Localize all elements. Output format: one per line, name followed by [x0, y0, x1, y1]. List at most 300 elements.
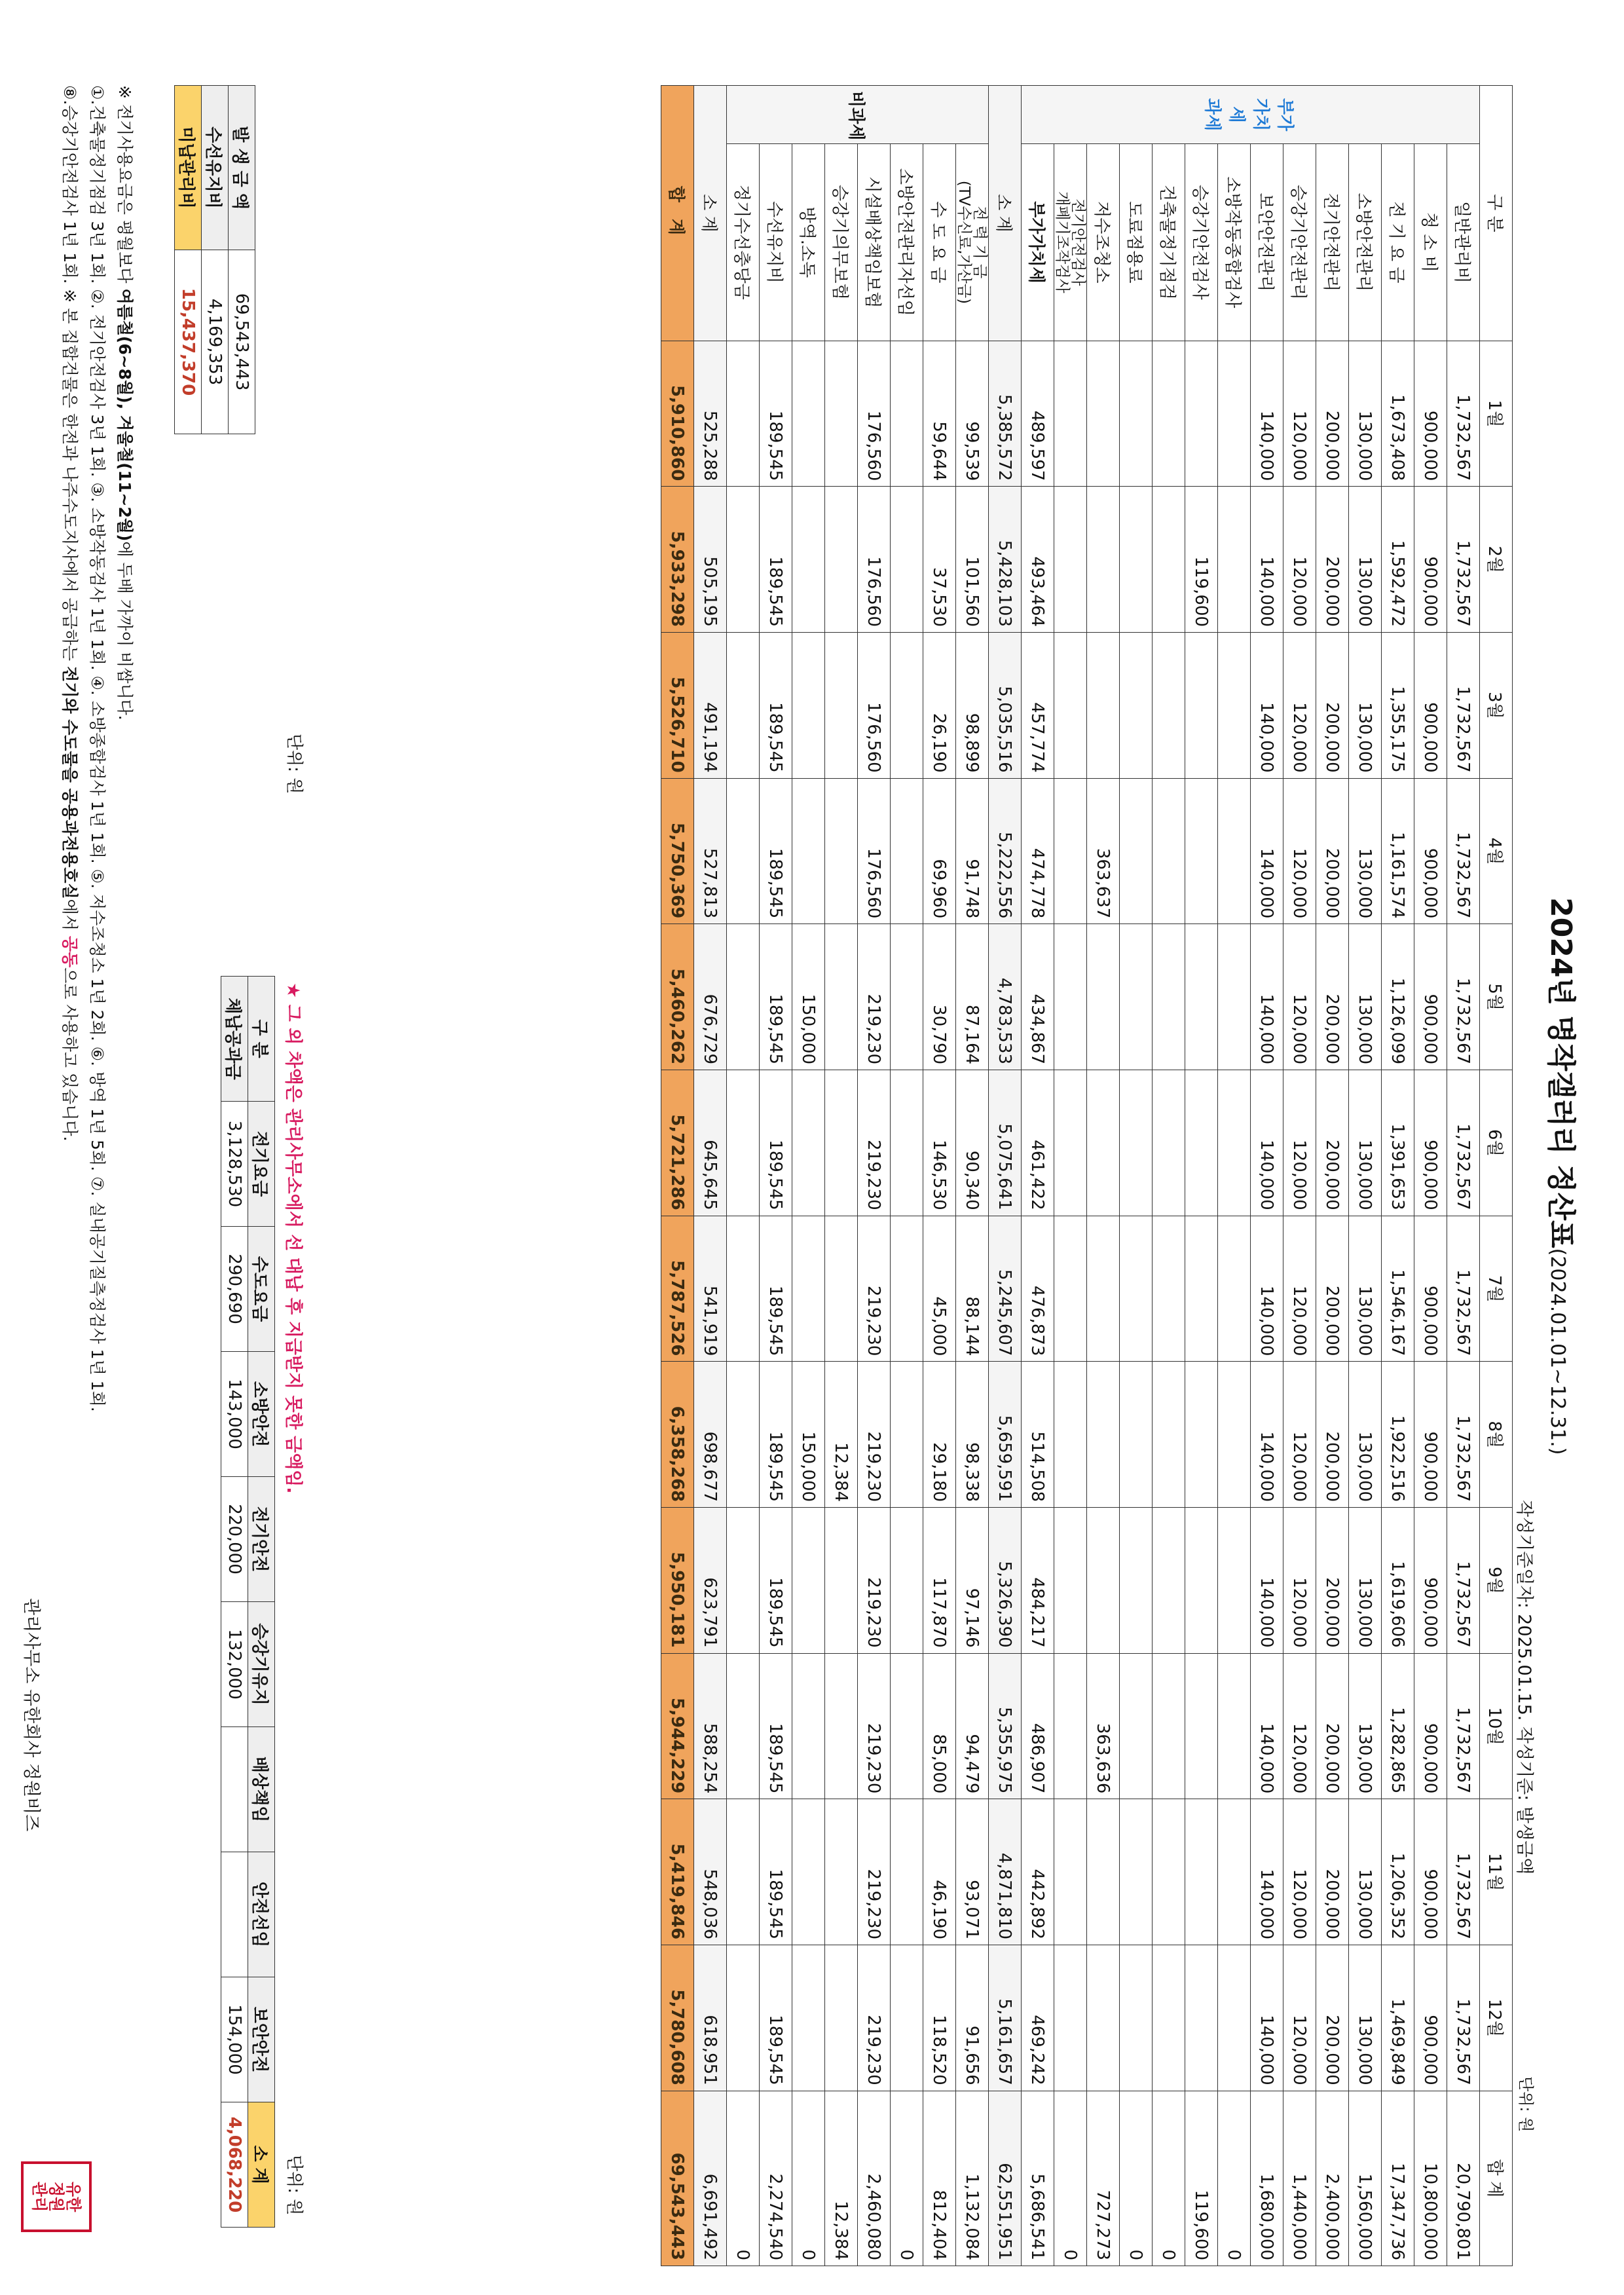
cell-value: 5,385,572 [989, 341, 1022, 487]
cell-value: 1,161,574 [1382, 778, 1414, 924]
cell-value: 5,035,516 [989, 633, 1022, 779]
cell-value: 476,873 [1022, 1216, 1054, 1362]
cell-value: 900,000 [1414, 1508, 1447, 1654]
subtotal-row-taxable [989, 86, 1022, 2266]
cell-value [1087, 924, 1120, 1070]
table-row [1185, 86, 1218, 2266]
table-row [1087, 86, 1120, 2266]
cell-value: 120,000 [1283, 1362, 1316, 1508]
cell-value: 176,560 [858, 341, 891, 487]
cell-value: 1,732,567 [1447, 1070, 1480, 1216]
footnote-3b: 전기와 수도물을 공용과전용호실 [60, 666, 79, 899]
cell-value: 120,000 [1283, 633, 1316, 779]
table-row [1316, 86, 1349, 2266]
header-month: 8월 [1480, 1362, 1513, 1508]
table-row [760, 86, 792, 2266]
row-total: 17,347,736 [1382, 2091, 1414, 2266]
row-total: 119,600 [1185, 2091, 1218, 2266]
row-total: 0 [792, 2091, 825, 2266]
cell-value: 118,520 [923, 1945, 956, 2091]
summary-value: 69,543,443 [229, 250, 255, 434]
cell-value: 1,355,175 [1382, 633, 1414, 779]
row-label: 도료점용료 [1120, 144, 1153, 341]
cell-value [825, 341, 858, 487]
cell-value [1087, 633, 1120, 779]
cell-value: 130,000 [1349, 1362, 1382, 1508]
cell-value [1153, 1945, 1185, 2091]
footnote-1b: 여름철(6~8월), 겨울철(11~2월) [115, 288, 134, 542]
cell-value: 90,340 [956, 1070, 989, 1216]
header-month: 1월 [1480, 341, 1513, 487]
table-row [727, 86, 760, 2266]
cell-value: 189,545 [760, 487, 792, 633]
cell-value: 900,000 [1414, 1653, 1447, 1799]
header-month: 9월 [1480, 1508, 1513, 1654]
cell-value: 1,546,167 [1382, 1216, 1414, 1362]
arrears-value: 290,690 [221, 1227, 248, 1352]
cell-value: 219,230 [858, 1653, 891, 1799]
cell-value: 99,539 [956, 341, 989, 487]
cell-value: 120,000 [1283, 341, 1316, 487]
table-row [1382, 86, 1414, 2266]
row-label: 승강기의무보험 [825, 144, 858, 341]
cell-value: 189,545 [760, 778, 792, 924]
cell-value [1153, 1508, 1185, 1654]
cell-value: 5,460,262 [661, 924, 694, 1070]
row-label: 보안안전관리 [1251, 144, 1283, 341]
table-row [858, 86, 891, 2266]
cell-value: 489,597 [1022, 341, 1054, 487]
cell-value: 140,000 [1251, 341, 1283, 487]
cell-value: 1,732,567 [1447, 924, 1480, 1070]
cell-value: 120,000 [1283, 778, 1316, 924]
cell-value: 1,126,099 [1382, 924, 1414, 1070]
cell-value: 120,000 [1283, 1799, 1316, 1945]
cell-value: 200,000 [1316, 341, 1349, 487]
cell-value [727, 778, 760, 924]
cell-value: 140,000 [1251, 778, 1283, 924]
cell-value [1120, 1362, 1153, 1508]
cell-value [1218, 341, 1251, 487]
cell-value [1054, 1362, 1087, 1508]
row-total: 1,132,084 [956, 2091, 989, 2266]
arrears-value: 3,128,530 [221, 1102, 248, 1227]
cell-value: 5,326,390 [989, 1508, 1022, 1654]
cell-value: 200,000 [1316, 1216, 1349, 1362]
row-label: 소방작동종합검사 [1218, 144, 1251, 341]
cell-value: 140,000 [1251, 924, 1283, 1070]
cell-value: 461,422 [1022, 1070, 1054, 1216]
cell-value: 900,000 [1414, 341, 1447, 487]
cell-value: 1,732,567 [1447, 1653, 1480, 1799]
cell-value: 1,732,567 [1447, 1216, 1480, 1362]
footnote-3d: 공동 [60, 935, 79, 968]
cell-value: 130,000 [1349, 1945, 1382, 2091]
cell-value: 69,960 [923, 778, 956, 924]
cell-value: 363,637 [1087, 778, 1120, 924]
cell-value: 200,000 [1316, 487, 1349, 633]
cell-value: 30,790 [923, 924, 956, 1070]
cell-value [792, 1799, 825, 1945]
cell-value [792, 341, 825, 487]
cell-value [825, 924, 858, 1070]
cell-value: 189,545 [760, 1799, 792, 1945]
arrears-value-row [221, 977, 248, 2228]
arrears-note: ★ 그 외 차액은 관리사무소에서 선 대납 후 지급받지 못한 금액임. [283, 982, 303, 1494]
cell-value: 85,000 [923, 1653, 956, 1799]
cell-value [1185, 341, 1218, 487]
table-row [923, 86, 956, 2266]
cell-value: 1,732,567 [1447, 1945, 1480, 2091]
table-row [956, 86, 989, 2266]
row-label: 정기수선충당금 [727, 144, 760, 341]
cell-value [1153, 778, 1185, 924]
footnote-line-2: ①.건축물정기점검 3년 1회. ②. 전기안전검사 3년 1회. ③. 소방작동검사 1년 1회. ④. 소방종합검사 1년 1회. ⑤. 저수조청소 1년 2회. ⑥. 방역 1년 5회. ⑦. 실내공기질측정검사 1년 1회. [88, 85, 107, 1412]
cell-value [1185, 1070, 1218, 1216]
page-title [1543, 897, 1585, 1455]
cell-value [891, 924, 923, 1070]
cell-value [1218, 1216, 1251, 1362]
cell-value [792, 1653, 825, 1799]
cell-value: 5,245,607 [989, 1216, 1022, 1362]
header-month: 2월 [1480, 487, 1513, 633]
cell-value [792, 1508, 825, 1654]
cell-value [1054, 1070, 1087, 1216]
row-label: 방역.소독 [792, 144, 825, 341]
cell-value: 1,732,567 [1447, 341, 1480, 487]
cell-value: 5,944,229 [661, 1653, 694, 1799]
cell-value [1185, 778, 1218, 924]
cell-value [1120, 1653, 1153, 1799]
cell-value [1087, 1362, 1120, 1508]
cell-value: 484,217 [1022, 1508, 1054, 1654]
cell-value [1185, 1653, 1218, 1799]
cell-value: 120,000 [1283, 1070, 1316, 1216]
cell-value [1218, 487, 1251, 633]
cell-value: 5,910,860 [661, 341, 694, 487]
grand-total-row [661, 86, 694, 2266]
cell-value [1185, 1799, 1218, 1945]
cell-value [1153, 341, 1185, 487]
cell-value: 200,000 [1316, 778, 1349, 924]
cell-value: 363,636 [1087, 1653, 1120, 1799]
row-total: 0 [1218, 2091, 1251, 2266]
cell-value [1120, 924, 1153, 1070]
row-total: 12,384 [825, 2091, 858, 2266]
cell-value [1087, 1216, 1120, 1362]
cell-value: 5,222,556 [989, 778, 1022, 924]
cell-value [825, 1216, 858, 1362]
cell-value: 548,036 [694, 1799, 727, 1945]
row-total: 812,404 [923, 2091, 956, 2266]
office-name: 관리사무소 유한회사 정원비즈 [21, 1598, 41, 1832]
cell-value: 900,000 [1414, 778, 1447, 924]
cell-value [1153, 633, 1185, 779]
summary-label: 미납관리비 [175, 86, 202, 250]
summary-value: 15,437,370 [175, 250, 202, 434]
cell-value: 5,355,975 [989, 1653, 1022, 1799]
cell-value [891, 633, 923, 779]
cell-value: 98,899 [956, 633, 989, 779]
cell-value: 130,000 [1349, 924, 1382, 1070]
cell-value: 200,000 [1316, 1508, 1349, 1654]
table-row [1022, 86, 1054, 2266]
cell-value [792, 778, 825, 924]
cell-value: 219,230 [858, 1216, 891, 1362]
cell-value: 457,774 [1022, 633, 1054, 779]
cell-value: 150,000 [792, 1362, 825, 1508]
cell-value: 26,190 [923, 633, 956, 779]
cell-value: 5,161,657 [989, 1945, 1022, 2091]
summary-value: 4,169,353 [202, 250, 229, 434]
row-total: 6,691,492 [694, 2091, 727, 2266]
cell-value: 505,195 [694, 487, 727, 633]
row-label: 전기안전검사 개폐기조작검사 [1054, 144, 1087, 341]
document-meta: 작성기준일자: 2025.01.15. 작성기준: 발생금액 [1514, 1500, 1534, 1875]
cell-value: 12,384 [825, 1362, 858, 1508]
cell-value: 588,254 [694, 1653, 727, 1799]
cell-value: 140,000 [1251, 1799, 1283, 1945]
cell-value: 189,545 [760, 341, 792, 487]
cell-value [1054, 1653, 1087, 1799]
row-label: 전 기 요 금 [1382, 144, 1414, 341]
cell-value: 5,721,286 [661, 1070, 694, 1216]
arrears-header: 소 계 [248, 2102, 275, 2228]
table-row [1414, 86, 1447, 2266]
cell-value [1185, 1508, 1218, 1654]
arrears-value: 143,000 [221, 1352, 248, 1477]
cell-value [792, 1216, 825, 1362]
title-text: 2024년 명작갤러리 정산표 [1544, 897, 1578, 1248]
table-row [825, 86, 858, 2266]
summary-table [174, 85, 255, 434]
cell-value: 900,000 [1414, 1070, 1447, 1216]
group-taxable: 부가가치세 과세 [1022, 86, 1480, 144]
cell-value [825, 633, 858, 779]
cell-value [1153, 924, 1185, 1070]
cell-value: 1,619,606 [1382, 1508, 1414, 1654]
cell-value: 5,428,103 [989, 487, 1022, 633]
cell-value [727, 1216, 760, 1362]
cell-value [891, 487, 923, 633]
cell-value: 900,000 [1414, 1945, 1447, 2091]
cell-value [1087, 341, 1120, 487]
cell-value: 200,000 [1316, 1945, 1349, 2091]
cell-value: 6,358,268 [661, 1362, 694, 1508]
arrears-header: 보안안전 [248, 1977, 275, 2102]
cell-value: 698,677 [694, 1362, 727, 1508]
subtotal-row-nontaxable [694, 86, 727, 2266]
cell-value [1218, 633, 1251, 779]
cell-value [891, 1945, 923, 2091]
cell-value: 1,673,408 [1382, 341, 1414, 487]
cell-value: 101,560 [956, 487, 989, 633]
table-row [1153, 86, 1185, 2266]
cell-value: 130,000 [1349, 633, 1382, 779]
table-row [1054, 86, 1087, 2266]
cell-value [891, 1653, 923, 1799]
settlement-table [661, 85, 1513, 2266]
cell-value: 5,419,846 [661, 1799, 694, 1945]
cell-value [1120, 1945, 1153, 2091]
cell-value [1120, 778, 1153, 924]
cell-value: 130,000 [1349, 1070, 1382, 1216]
cell-value: 219,230 [858, 1362, 891, 1508]
cell-value [1218, 1653, 1251, 1799]
cell-value: 29,180 [923, 1362, 956, 1508]
cell-value [825, 1070, 858, 1216]
cell-value [1153, 1653, 1185, 1799]
cell-value: 189,545 [760, 1216, 792, 1362]
cell-value [825, 1799, 858, 1945]
cell-value: 1,206,352 [1382, 1799, 1414, 1945]
cell-value: 1,282,865 [1382, 1653, 1414, 1799]
table-row [1349, 86, 1382, 2266]
cell-value [1054, 633, 1087, 779]
cell-value [727, 1508, 760, 1654]
cell-value: 117,870 [923, 1508, 956, 1654]
header-total: 합 계 [1480, 2091, 1513, 2266]
cell-value: 130,000 [1349, 778, 1382, 924]
row-label: 합 계 [661, 86, 694, 341]
cell-value [1054, 1216, 1087, 1362]
cell-value [825, 778, 858, 924]
cell-value: 176,560 [858, 633, 891, 779]
cell-value [1185, 1216, 1218, 1362]
cell-value: 219,230 [858, 1799, 891, 1945]
cell-value: 219,230 [858, 1508, 891, 1654]
row-label: 소 계 [694, 86, 727, 341]
arrears-header: 승강기유지 [248, 1602, 275, 1727]
cell-value: 5,659,591 [989, 1362, 1022, 1508]
cell-value: 140,000 [1251, 633, 1283, 779]
row-total: 0 [891, 2091, 923, 2266]
row-total: 0 [727, 2091, 760, 2266]
cell-value [1087, 1508, 1120, 1654]
cell-value: 200,000 [1316, 633, 1349, 779]
header-month: 7월 [1480, 1216, 1513, 1362]
cell-value [1087, 1799, 1120, 1945]
cell-value: 120,000 [1283, 487, 1316, 633]
cell-value [1120, 1799, 1153, 1945]
cell-value [1054, 487, 1087, 633]
row-total: 1,440,000 [1283, 2091, 1316, 2266]
header-month: 12월 [1480, 1945, 1513, 2091]
row-label: 수 도 요 금 [923, 144, 956, 341]
cell-value [727, 1945, 760, 2091]
table-row [1251, 86, 1283, 2266]
cell-value: 140,000 [1251, 1362, 1283, 1508]
cell-value [1054, 1508, 1087, 1654]
cell-value [825, 1653, 858, 1799]
cell-value: 200,000 [1316, 1653, 1349, 1799]
cell-value [1120, 633, 1153, 779]
cell-value [727, 633, 760, 779]
cell-value: 189,545 [760, 1653, 792, 1799]
footnote-1a: ※ 전기사용요금은 평월보다 [115, 85, 134, 289]
footnote-3c: 에서 [60, 899, 79, 936]
cell-value: 200,000 [1316, 1362, 1349, 1508]
row-total: 0 [1054, 2091, 1087, 2266]
cell-value: 5,075,641 [989, 1070, 1022, 1216]
row-total: 62,551,951 [989, 2091, 1022, 2266]
row-label: 소 계 [989, 86, 1022, 341]
cell-value: 46,190 [923, 1799, 956, 1945]
cell-value [727, 341, 760, 487]
row-label: 전기안전관리 [1316, 144, 1349, 341]
row-label: 건축물정기점검 [1153, 144, 1185, 341]
row-total: 10,800,000 [1414, 2091, 1447, 2266]
cell-value: 486,907 [1022, 1653, 1054, 1799]
unit-label: 단위: 원 [1517, 2076, 1535, 2133]
row-total: 2,274,540 [760, 2091, 792, 2266]
cell-value: 900,000 [1414, 633, 1447, 779]
arrears-header-row [248, 977, 275, 2228]
table-row [891, 86, 923, 2266]
cell-value: 97,146 [956, 1508, 989, 1654]
cell-value [1054, 778, 1087, 924]
row-label: 저수조청소 [1087, 144, 1120, 341]
cell-value [727, 924, 760, 1070]
row-label: 승강기안전검사 [1185, 144, 1218, 341]
cell-value: 87,164 [956, 924, 989, 1070]
arrears-value [221, 1852, 248, 1977]
cell-value [1218, 1508, 1251, 1654]
row-label: 소방안전관리 [1349, 144, 1382, 341]
cell-value: 434,867 [1022, 924, 1054, 1070]
cell-value: 45,000 [923, 1216, 956, 1362]
cell-value: 130,000 [1349, 1508, 1382, 1654]
cell-value: 491,194 [694, 633, 727, 779]
cell-value: 514,508 [1022, 1362, 1054, 1508]
cell-value: 5,787,526 [661, 1216, 694, 1362]
header-month: 4월 [1480, 778, 1513, 924]
cell-value [1120, 1216, 1153, 1362]
cell-value: 1,732,567 [1447, 633, 1480, 779]
cell-value [1218, 1799, 1251, 1945]
cell-value: 146,530 [923, 1070, 956, 1216]
cell-value: 130,000 [1349, 341, 1382, 487]
cell-value [891, 1362, 923, 1508]
cell-value [1120, 487, 1153, 633]
cell-value: 5,526,710 [661, 633, 694, 779]
summary-label: 수선유지비 [202, 86, 229, 250]
cell-value: 525,288 [694, 341, 727, 487]
cell-value: 130,000 [1349, 487, 1382, 633]
row-total: 1,680,000 [1251, 2091, 1283, 2266]
cell-value: 120,000 [1283, 1216, 1316, 1362]
cell-value: 140,000 [1251, 1945, 1283, 2091]
cell-value: 120,000 [1283, 1945, 1316, 2091]
cell-value [1054, 924, 1087, 1070]
cell-value: 150,000 [792, 924, 825, 1070]
cell-value [891, 778, 923, 924]
row-label: 일반관리비 [1447, 144, 1480, 341]
cell-value: 140,000 [1251, 1070, 1283, 1216]
footnote-line-3 [59, 85, 83, 1142]
cell-value: 219,230 [858, 1945, 891, 2091]
cell-value: 5,750,369 [661, 778, 694, 924]
cell-value [825, 1508, 858, 1654]
cell-value: 140,000 [1251, 487, 1283, 633]
arrears-value: 4,068,220 [221, 2102, 248, 2228]
cell-value [792, 487, 825, 633]
arrears-value: 154,000 [221, 1977, 248, 2102]
header-month: 3월 [1480, 633, 1513, 779]
cell-value: 469,242 [1022, 1945, 1054, 2091]
cell-value: 900,000 [1414, 487, 1447, 633]
row-label: 시설배상책임보험 [858, 144, 891, 341]
